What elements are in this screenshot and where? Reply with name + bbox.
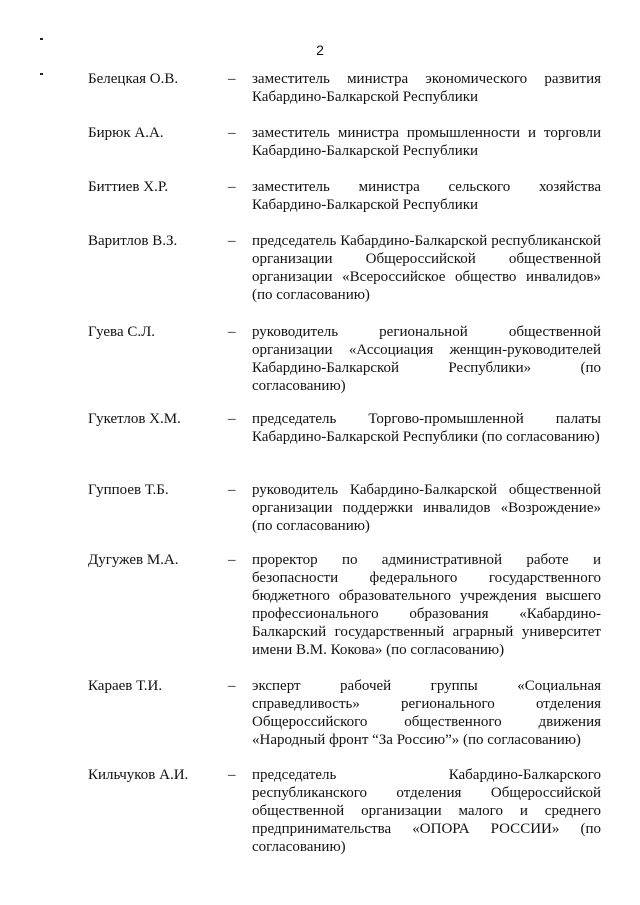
- dash-separator: –: [228, 552, 236, 568]
- member-position: заместитель министра экономического развития Кабардино-Балкарской Республики: [252, 71, 601, 105]
- member-position: руководитель региональной общественной организации «Ассоциация женщин-руководителей Кабардино-Балкарской Республики» (по согласованию): [252, 324, 601, 394]
- member-position: эксперт рабочей группы «Социальная справедливость» регионального отделения Общероссийского общественного движения «Народный фронт “За Россию”» (по согласованию): [252, 678, 601, 748]
- member-position: руководитель Кабардино-Балкарской общественной организации поддержки инвалидов «Возрождение» (по согласованию): [252, 482, 601, 534]
- member-name: Варитлов В.З.: [88, 233, 178, 249]
- dash-separator: –: [228, 125, 236, 141]
- member-name: Бирюк А.А.: [88, 125, 164, 141]
- page-number: 2: [316, 42, 324, 58]
- scan-mark: [40, 38, 43, 40]
- dash-separator: –: [228, 411, 236, 427]
- member-position: председатель Торгово-промышленной палаты Кабардино-Балкарской Республики (по согласованию): [252, 411, 601, 445]
- dash-separator: –: [228, 233, 236, 249]
- member-position: председатель Кабардино-Балкарского республиканского отделения Общероссийской общественной организации малого и среднего предпринимательства «ОПОРА РОССИИ» (по согласованию): [252, 767, 601, 855]
- member-name: Белецкая О.В.: [88, 71, 179, 87]
- member-name: Дугужев М.А.: [88, 552, 179, 568]
- member-position: проректор по административной работе и безопасности федерального государственного бюджетного образовательного учреждения высшего профессионального образования «Кабардино-Балкарский государственный аграрный университет имени В.М. Кокова» (по согласованию): [252, 552, 601, 658]
- member-position: председатель Кабардино-Балкарской республиканской организации Общероссийской общественной организации «Всероссийское общество инвалидов» (по согласованию): [252, 233, 601, 303]
- member-position: заместитель министра сельского хозяйства Кабардино-Балкарской Республики: [252, 179, 601, 213]
- member-position: заместитель министра промышленности и торговли Кабардино-Балкарской Республики: [252, 125, 601, 159]
- scan-mark: [40, 73, 43, 75]
- member-name: Гуппоев Т.Б.: [88, 482, 169, 498]
- dash-separator: –: [228, 324, 236, 340]
- dash-separator: –: [228, 767, 236, 783]
- dash-separator: –: [228, 678, 236, 694]
- member-name: Кильчуков А.И.: [88, 767, 189, 783]
- dash-separator: –: [228, 71, 236, 87]
- member-name: Гукетлов Х.М.: [88, 411, 181, 427]
- member-name: Караев Т.И.: [88, 678, 163, 694]
- member-name: Биттиев Х.Р.: [88, 179, 169, 195]
- dash-separator: –: [228, 179, 236, 195]
- member-name: Гуева С.Л.: [88, 324, 156, 340]
- dash-separator: –: [228, 482, 236, 498]
